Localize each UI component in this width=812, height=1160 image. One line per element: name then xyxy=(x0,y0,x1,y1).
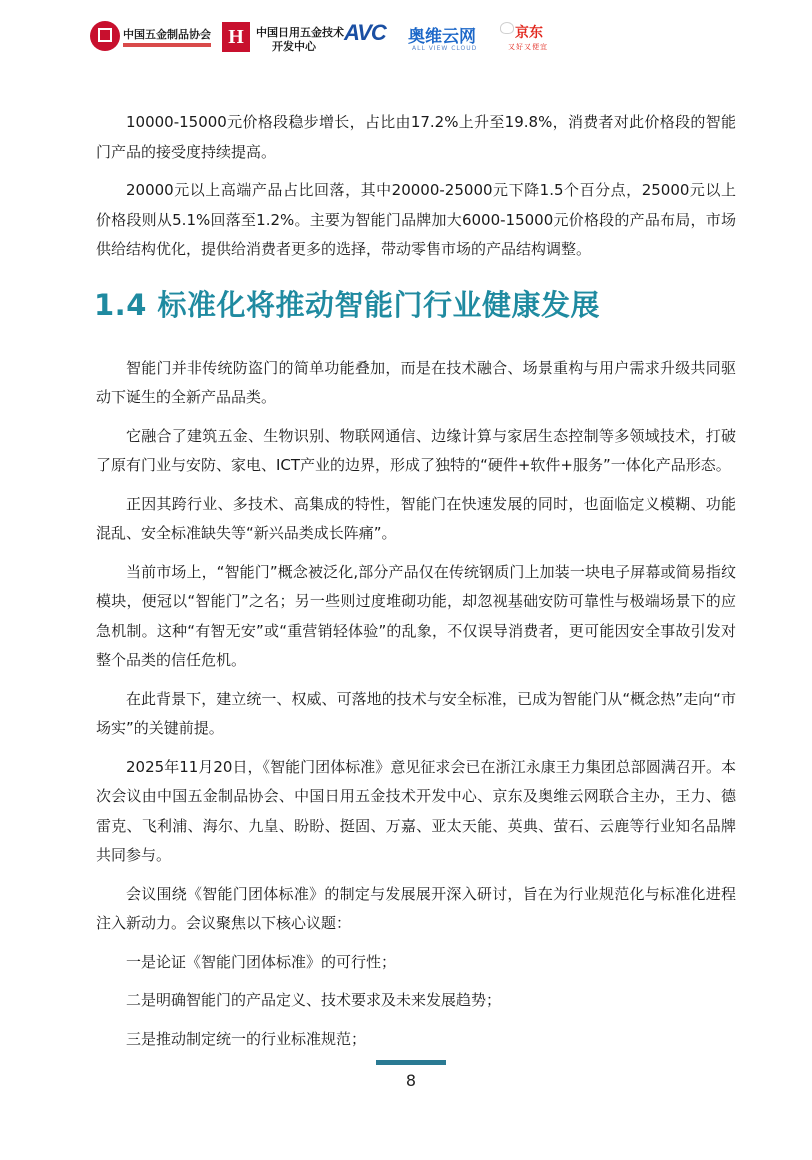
paragraph: 当前市场上，“智能门”概念被泛化,部分产品仅在传统钢质门上加装一块电子屏幕或简易指纹模块，便冠以“智能门”之名；另一些则过度堆砌功能，却忽视基础安防可靠性与极端场景下的应急机制。这种“有智无安”或“重营销轻体验”的乱象，不仅误导消费者，更可能因安全事故引发对整个品类的信任危机。 xyxy=(96,562,736,669)
avc-english-name: ALL VIEW CLOUD xyxy=(412,45,478,52)
daily-hardware-emblem-icon: H xyxy=(222,22,250,52)
footer-accent-bar xyxy=(376,1060,446,1065)
document-body xyxy=(96,108,736,1063)
paragraph: 2025年11月20日，《智能门团体标准》意见征求会已在浙江永康王力集团总部圆满召开。本次会议由中国五金制品协会、中国日用五金技术开发中心、京东及奥维云网联合主办，王力、德雷克、飞利浦、海尔、九皇、盼盼、挺固、万嘉、亚太天能、英典、萤石、云鹿等行业知名品牌共同参与。 xyxy=(96,757,736,864)
cnhf-emblem-icon xyxy=(90,21,120,51)
section-heading: 1.4 标准化将推动智能门行业健康发展 xyxy=(94,287,600,322)
avc-chinese-name: 奥维云网 xyxy=(408,27,476,47)
daily-hardware-name-line2: 开发中心 xyxy=(272,40,316,53)
paragraph: 会议围绕《智能门团体标准》的制定与发展展开深入研讨，旨在为行业规范化与标准化进程注入新动力。会议聚焦以下核心议题： xyxy=(96,884,736,932)
jd-logo xyxy=(500,18,560,58)
paragraph: 它融合了建筑五金、生物识别、物联网通信、边缘计算与家居生态控制等多领域技术，打破了原有门业与安防、家电、ICT产业的边界，形成了独特的“硬件+软件+服务”一体化产品形态。 xyxy=(96,426,736,474)
list-item: 三是推动制定统一的行业标准规范； xyxy=(126,1029,367,1048)
jd-dog-icon xyxy=(500,22,514,34)
cnhf-logo xyxy=(90,18,215,58)
jd-name: 京东 xyxy=(515,25,543,41)
cnhf-name: 中国五金制品协会 xyxy=(123,28,211,41)
daily-hardware-logo xyxy=(222,18,352,58)
header-logos xyxy=(90,18,560,58)
daily-hardware-name-line1: 中国日用五金技术 xyxy=(256,26,344,39)
paragraph: 智能门并非传统防盗门的简单功能叠加，而是在技术融合、场景重构与用户需求升级共同驱动下诞生的全新产品品类。 xyxy=(96,358,736,406)
page-number: 8 xyxy=(405,1071,417,1090)
list-item: 一是论证《智能门团体标准》的可行性； xyxy=(126,952,397,971)
avc-logo xyxy=(344,18,494,58)
jd-tagline: 又好又便宜 xyxy=(508,43,548,51)
cnhf-subtitle-strip xyxy=(123,43,211,47)
avc-wordmark: AVC xyxy=(344,20,386,45)
paragraph: 10000-15000元价格段稳步增长，占比由17.2%上升至19.8%，消费者对此价格段的智能门产品的接受度持续提高。 xyxy=(96,113,736,161)
paragraph: 20000元以上高端产品占比回落，其中20000-25000元下降1.5个百分点，25000元以上价格段则从5.1%回落至1.2%。主要为智能门品牌加大6000-15000元价格段的产品布局，市场供给结构优化，提供给消费者更多的选择，带动零售市场的产品结构调整。 xyxy=(96,181,736,258)
list-item: 二是明确智能门的产品定义、技术要求及未来发展趋势； xyxy=(126,991,502,1009)
paragraph: 在此背景下，建立统一、权威、可落地的技术与安全标准，已成为智能门从“概念热”走向“市场实”的关键前提。 xyxy=(96,689,736,737)
paragraph: 正因其跨行业、多技术、高集成的特性，智能门在快速发展的同时，也面临定义模糊、功能混乱、安全标准缺失等“新兴品类成长阵痛”。 xyxy=(96,494,736,542)
